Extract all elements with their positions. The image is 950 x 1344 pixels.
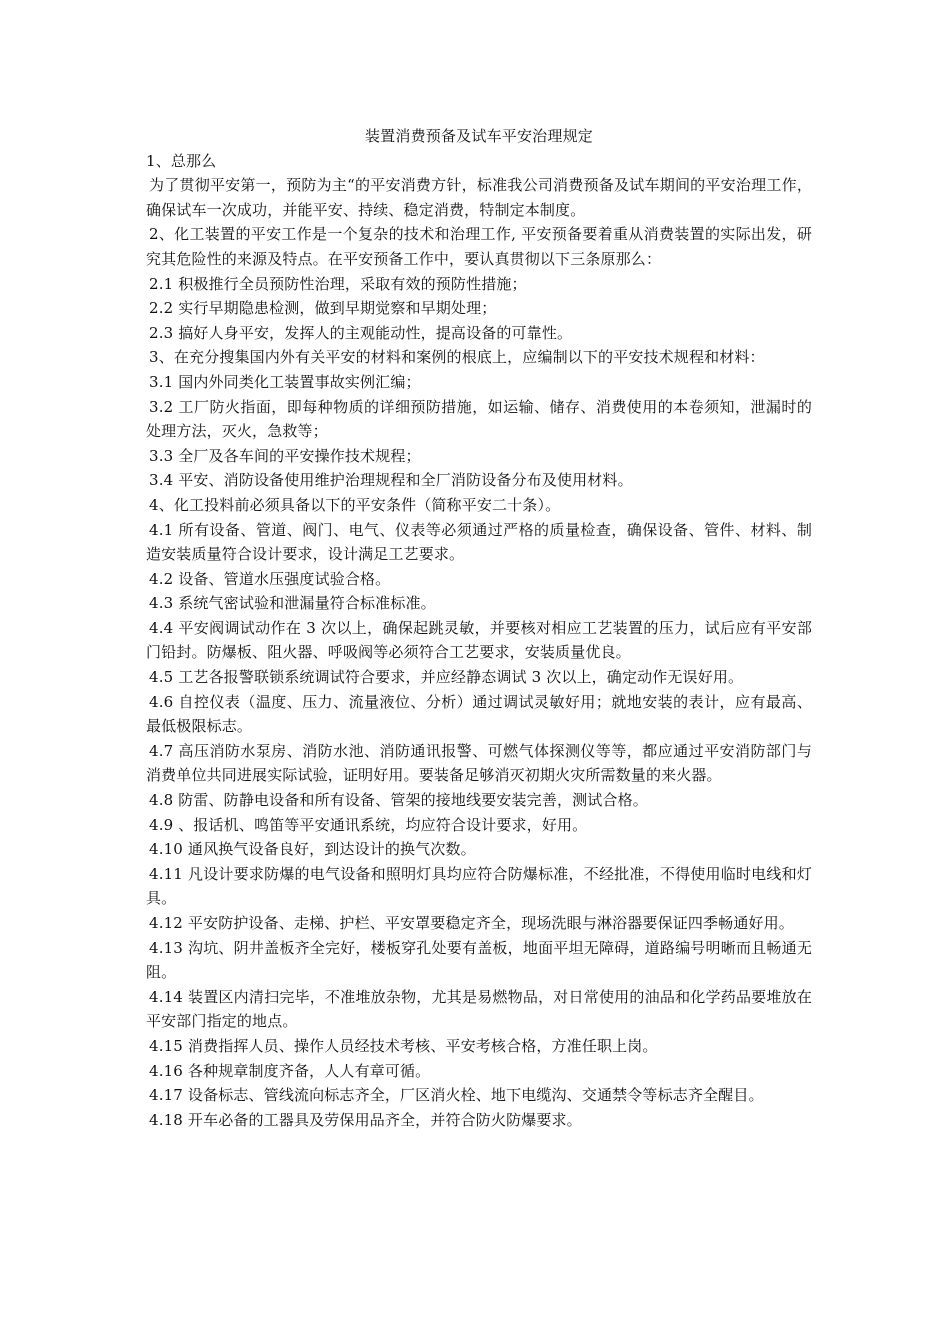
paragraph-4-12: 4.12 平安防护设备、走梯、护栏、平安罩要稳定齐全，现场洗眼与淋浴器要保证四季畅通好用。 — [149, 914, 794, 932]
paragraph-4-2: 4.2 设备、管道水压强度试验合格。 — [149, 569, 391, 588]
paragraph-4-3: 4.3 系统气密试验和泄漏量符合标准标准。 — [149, 594, 436, 613]
paragraph-4-15: 4.15 消费指挥人员、操作人员经技术考核、平安考核合格，方准任职上岗。 — [149, 1036, 658, 1055]
paragraph-section-4: 4、化工投料前必须具备以下的平安条件（简称平安二十条）。 — [149, 495, 561, 514]
paragraph-section-3: 3、在充分搜集国内外有关平安的材料和案例的根底上，应编制以下的平安技术规程和材料： — [149, 348, 765, 367]
document-title: 装置消费预备及试车平安治理规定 — [364, 127, 593, 145]
paragraph-4-14: 4.14 装置区内清扫完毕，不准堆放杂物，尤其是易燃物品，对日常使用的油品和化学药品要堆放在平安部门指定的地点。 — [146, 987, 812, 1031]
paragraph-4-16: 4.16 各种规章制度齐备，人人有章可循。 — [149, 1061, 431, 1080]
paragraph-4-11: 4.11 凡设计要求防爆的电气设备和照明灯具均应符合防爆标准，不经批准，不得使用临时电线和灯具。 — [146, 864, 812, 908]
paragraph-section-2: 2、化工装置的平安工作是一个复杂的技术和治理工作, 平安预备要着重从消费装置的实际出发，研究其危险性的来源及特点。在平安预备工作中，要认真贯彻以下三条原那么： — [146, 225, 812, 268]
paragraph-3-4: 3.4 平安、消防设备使用维护治理规程和全厂消防设备分布及使用材料。 — [149, 471, 633, 490]
document-page — [146, 124, 812, 1132]
paragraph-4-17: 4.17 设备标志、管线流向标志齐全，厂区消火栓、地下电缆沟、交通禁令等标志齐全醒目。 — [149, 1086, 764, 1105]
paragraph-4-18: 4.18 开车必备的工器具及劳保用品齐全，并符合防火防爆要求。 — [149, 1110, 582, 1129]
paragraph-4-1: 4.1 所有设备、管道、阀门、电气、仪表等必须通过严格的质量检查，确保设备、管件、材料、制造安装质量符合设计要求，设计满足工艺要求。 — [146, 520, 812, 564]
paragraph-2-3: 2.3 搞好人身平安，发挥人的主观能动性，提高设备的可靠性。 — [149, 323, 573, 342]
paragraph-4-10: 4.10 通风换气设备良好，到达设计的换气次数。 — [149, 840, 476, 859]
paragraph-3-1: 3.1 国内外同类化工装置事故实例汇编； — [149, 372, 421, 391]
paragraph-4-8: 4.8 防雷、防静电设备和所有设备、管架的接地线要安装完善，测试合格。 — [149, 791, 648, 810]
paragraph-4-6: 4.6 自控仪表（温度、压力、流量液位、分析）通过调试灵敏好用；就地安装的表计，应有最高、最低极限标志。 — [146, 692, 812, 736]
paragraph-3-3: 3.3 全厂及各车间的平安操作技术规程； — [149, 446, 421, 465]
paragraph-4-4: 4.4 平安阀调试动作在 3 次以上，确保起跳灵敏，并要核对相应工艺装置的压力，试后应有平安部门铅封。防爆板、阻火器、呼吸阀等必须符合工艺要求，安装质量优良。 — [146, 618, 812, 662]
paragraph-purpose: 为了贯彻平安第一，预防为主“的平安消费方针，标准我公司消费预备及试车期间的平安治理工作，确保试车一次成功，并能平安、持续、稳定消费，特制定本制度。 — [146, 176, 812, 219]
paragraph-4-7: 4.7 高压消防水泵房、消防水池、消防通讯报警、可燃气体探测仪等等，都应通过平安消防部门与消费单位共同进展实际试验，证明好用。要装备足够消灭初期火灾所需数量的来火器。 — [146, 741, 812, 785]
paragraph-2-1: 2.1 积极推行全员预防性治理，采取有效的预防性措施； — [149, 274, 527, 293]
paragraph-2-2: 2.2 实行早期隐患检测，做到早期觉察和早期处理； — [149, 299, 497, 318]
paragraph-4-13: 4.13 沟坑、阴井盖板齐全完好，楼板穿孔处要有盖板，地面平坦无障碍，道路编号明晰而且畅通无阻。 — [146, 938, 812, 982]
paragraph-4-9: 4.9 、报话机、鸣笛等平安通讯系统，均应符合设计要求，好用。 — [149, 815, 588, 834]
paragraph-3-2: 3.2 工厂防火指面，即每种物质的详细预防措施，如运输、储存、消费使用的本卷须知，泄漏时的处理方法，灭火，急救等； — [146, 397, 812, 441]
paragraph-4-5: 4.5 工艺各报警联锁系统调试符合要求，并应经静态调试 3 次以上，确定动作无误好用。 — [149, 668, 744, 687]
section-heading-general: 1、总那么 — [146, 151, 217, 170]
